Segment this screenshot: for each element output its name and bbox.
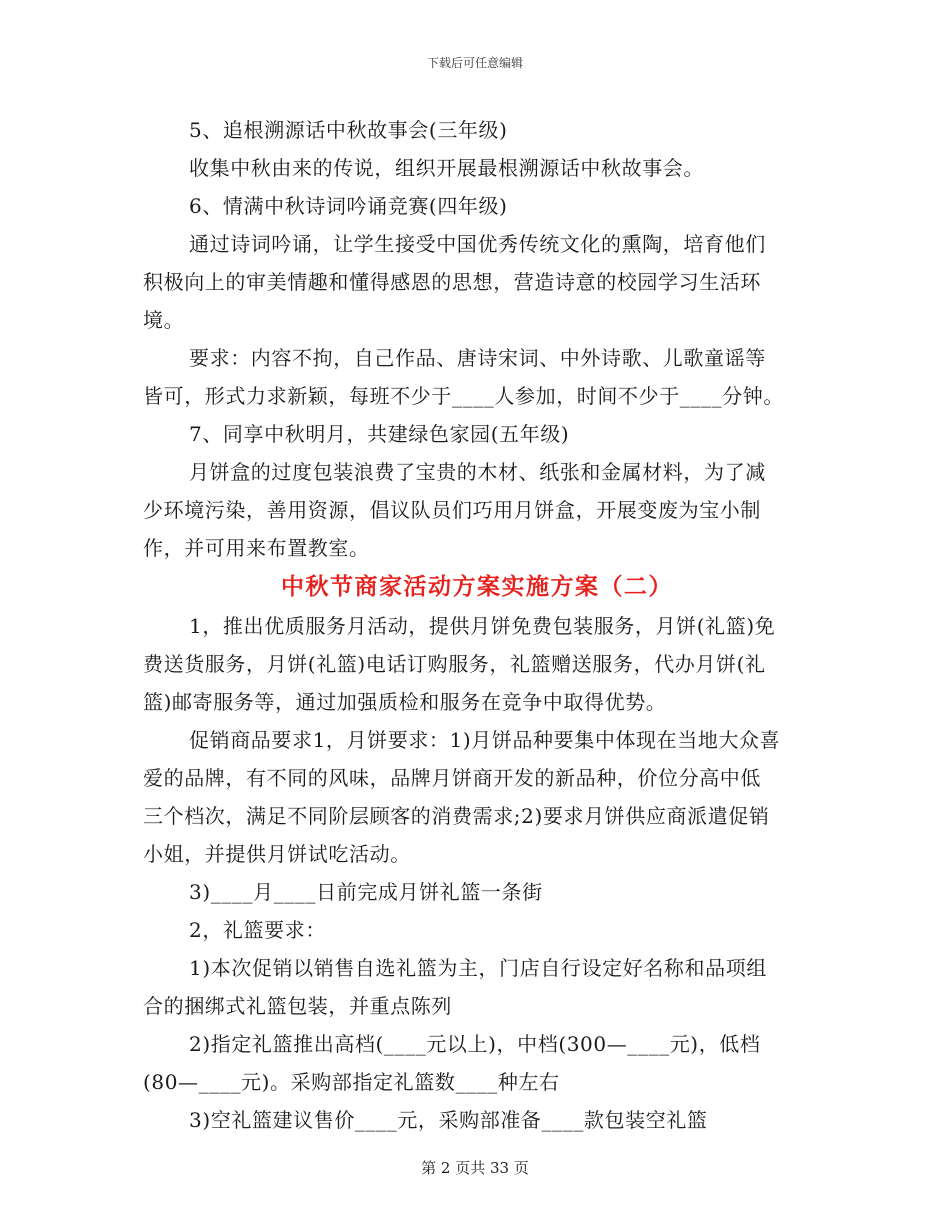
paragraph: [143, 949, 811, 1025]
text-line: 皆可，形式力求新颖，每班不少于____人参加，时间不少于____分钟。: [143, 384, 784, 408]
paragraph: [143, 339, 811, 415]
section-heading: [143, 415, 811, 453]
section-heading: [143, 111, 811, 149]
text-line: 通过诗词吟诵，让学生接受中国优秀传统文化的熏陶，培育他们: [189, 232, 766, 256]
paragraph: [143, 1101, 811, 1139]
text-line: 促销商品要求1，月饼要求：1)月饼品种要集中体现在当地大众喜: [189, 728, 781, 752]
paragraph: [143, 721, 811, 873]
text-line: (80—____元)。采购部指定礼篮数____种左右: [143, 1070, 560, 1094]
document-body: [143, 111, 811, 1139]
text-line: 三个档次，满足不同阶层顾客的消费需求;2)要求月饼供应商派遣促销: [143, 804, 770, 828]
text-line: 月饼盒的过度包装浪费了宝贵的木材、纸张和金属材料，为了减: [189, 460, 766, 484]
text-line: 合的捆绑式礼篮包装，并重点陈列: [143, 994, 452, 1018]
document-title: [143, 567, 811, 607]
text-line: 3)____月____日前完成月饼礼篮一条街: [189, 880, 543, 904]
header-note: 下载后可任意编辑: [426, 56, 523, 70]
heading-line: 7、同享中秋明月，共建绿色家园(五年级): [189, 422, 570, 446]
text-line: 费送货服务，月饼(礼篮)电话订购服务，礼篮赠送服务，代办月饼(礼: [143, 652, 766, 676]
text-line: 篮)邮寄服务等，通过加强质检和服务在竞争中取得优势。: [143, 690, 667, 714]
heading-line: 5、追根溯源话中秋故事会(三年级): [189, 118, 508, 142]
paragraph: [143, 911, 811, 949]
text-line: 3)空礼篮建议售价____元，采购部准备____款包装空礼篮: [189, 1108, 708, 1132]
text-line: 积极向上的审美情趣和懂得感恩的思想，营造诗意的校园学习生活环: [143, 270, 761, 294]
paragraph: [143, 873, 811, 911]
paragraph: [143, 1025, 811, 1101]
text-line: 1)本次促销以销售自选礼篮为主，门店自行设定好名称和品项组: [189, 956, 767, 980]
paragraph: [143, 225, 811, 339]
text-line: 作，并可用来布置教室。: [143, 536, 370, 560]
heading-line: 6、情满中秋诗词吟诵竞赛(四年级): [189, 194, 508, 218]
text-line: 要求：内容不拘，自己作品、唐诗宋词、中外诗歌、儿歌童谣等: [189, 346, 766, 370]
text-line: 境。: [143, 308, 185, 332]
text-line: 收集中秋由来的传说，组织开展最根溯源话中秋故事会。: [189, 156, 704, 180]
section-heading: [143, 187, 811, 225]
text-line: 1，推出优质服务月活动，提供月饼免费包装服务，月饼(礼篮)免: [189, 614, 776, 638]
text-line: 2，礼篮要求：: [189, 918, 326, 942]
paragraph: [143, 453, 811, 567]
text-line: 小姐，并提供月饼试吃活动。: [143, 842, 411, 866]
title-line: 中秋节商家活动方案实施方案（二）: [281, 574, 673, 600]
page-footer: 第 2 页共 33 页: [421, 1159, 529, 1177]
paragraph: [143, 607, 811, 721]
text-line: 少环境污染，善用资源，倡议队员们巧用月饼盒，开展变废为宝小制: [143, 498, 761, 522]
text-line: 爱的品牌，有不同的风味，品牌月饼商开发的新品种，价位分高中低: [143, 766, 761, 790]
text-line: 2)指定礼篮推出高档(____元以上)，中档(300—____元)，低档: [189, 1032, 761, 1056]
paragraph: [143, 149, 811, 187]
